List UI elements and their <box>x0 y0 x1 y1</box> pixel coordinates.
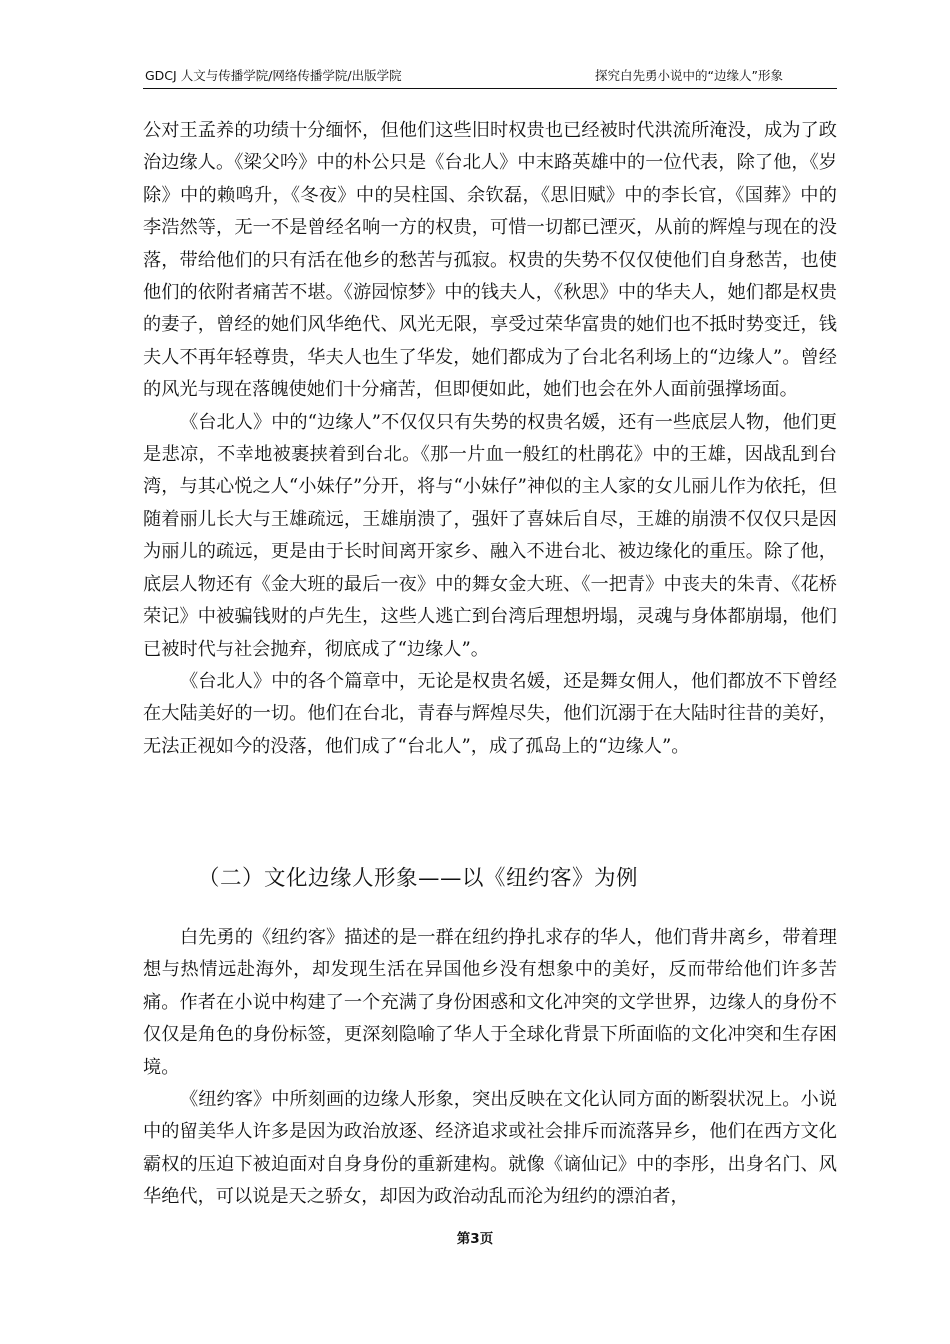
body-text-block <box>143 115 837 763</box>
running-header <box>143 66 837 89</box>
page-number: 第3页 <box>456 1231 494 1247</box>
section-text-block <box>143 922 837 1214</box>
section-heading: （二）文化边缘人形象——以《纽约客》为例 <box>198 866 639 891</box>
body-paragraph-continued: 公对王孟养的功绩十分缅怀，但他们这些旧时权贵也已经被时代洪流所淹没，成为了政治边缘人。《梁父吟》中的朴公只是《台北人》中末路英雄中的一位代表，除了他，《岁除》中的赖鸣升，《冬夜》中的吴柱国、余钦磊，《思旧赋》中的李长官，《国葬》中的李浩然等，无一不是曾经名响一方的权贵，可惜一切都已湮灭，从前的辉煌与现在的没落，带给他们的只有活在他乡的愁苦与孤寂。权贵的失势不仅仅使他们自身愁苦，也使他们的依附者痛苦不堪。《游园惊梦》中的钱夫人，《秋思》中的华夫人，她们都是权贵的妻子，曾经的她们风华绝代、风光无限，享受过荣华富贵的她们也不抵时势变迁，钱夫人不再年轻尊贵，华夫人也生了华发，她们都成为了台北名利场上的“边缘人”。曾经的风光与现在落魄使她们十分痛苦，但即便如此，她们也会在外人面前强撑场面。 <box>143 120 837 401</box>
header-institution: GDCJ 人文与传播学院/网络传播学院/出版学院 <box>145 68 402 83</box>
body-paragraph: 《台北人》中的“边缘人”不仅仅只有失势的权贵名媛，还有一些底层人物，他们更是悲凉，不幸地被裹挟着到台北。《那一片血一般红的杜鹃花》中的王雄，因战乱到台湾，与其心悦之人“小妹仔”分开，将与“小妹仔”神似的主人家的女儿丽儿作为依托，但随着丽儿长大与王雄疏远，王雄崩溃了，强奸了喜妹后自尽，王雄的崩溃不仅仅只是因为丽儿的疏远，更是由于长时间离开家乡、融入不进台北、被边缘化的重压。除了他，底层人物还有《金大班的最后一夜》中的舞女金大班、《一把青》中丧夫的朱青、《花桥荣记》中被骗钱财的卢先生，这些人逃亡到台湾后理想坍塌，灵魂与身体都崩塌，他们已被时代与社会抛弃，彻底成了“边缘人”。 <box>143 411 837 660</box>
body-paragraph: 《台北人》中的各个篇章中，无论是权贵名媛，还是舞女佣人，他们都放不下曾经在大陆美好的一切。他们在台北，青春与辉煌尽失，他们沉溺于在大陆时往昔的美好，无法正视如今的没落，他们成了“台北人”，成了孤岛上的“边缘人”。 <box>143 670 837 757</box>
section-paragraph: 《纽约客》中所刻画的边缘人形象，突出反映在文化认同方面的断裂状况上。小说中的留美华人许多是因为政治放逐、经济追求或社会排斥而流落异乡，他们在西方文化霸权的压迫下被迫面对自身身份的重新建构。就像《谪仙记》中的李彤，出身名门、风华绝代，可以说是天之骄女，却因为政治动乱而沦为纽约的漂泊者， <box>143 1089 837 1208</box>
section-paragraph: 白先勇的《纽约客》描述的是一群在纽约挣扎求存的华人，他们背井离乡，带着理想与热情远赴海外，却发现生活在异国他乡没有想象中的美好，反而带给他们许多苦痛。作者在小说中构建了一个充满了身份困惑和文化冲突的文学世界，边缘人的身份不仅仅是角色的身份标签，更深刻隐喻了华人于全球化背景下所面临的文化冲突和生存困境。 <box>143 927 837 1078</box>
header-paper-title: 探究白先勇小说中的“边缘人”形象 <box>595 68 783 83</box>
